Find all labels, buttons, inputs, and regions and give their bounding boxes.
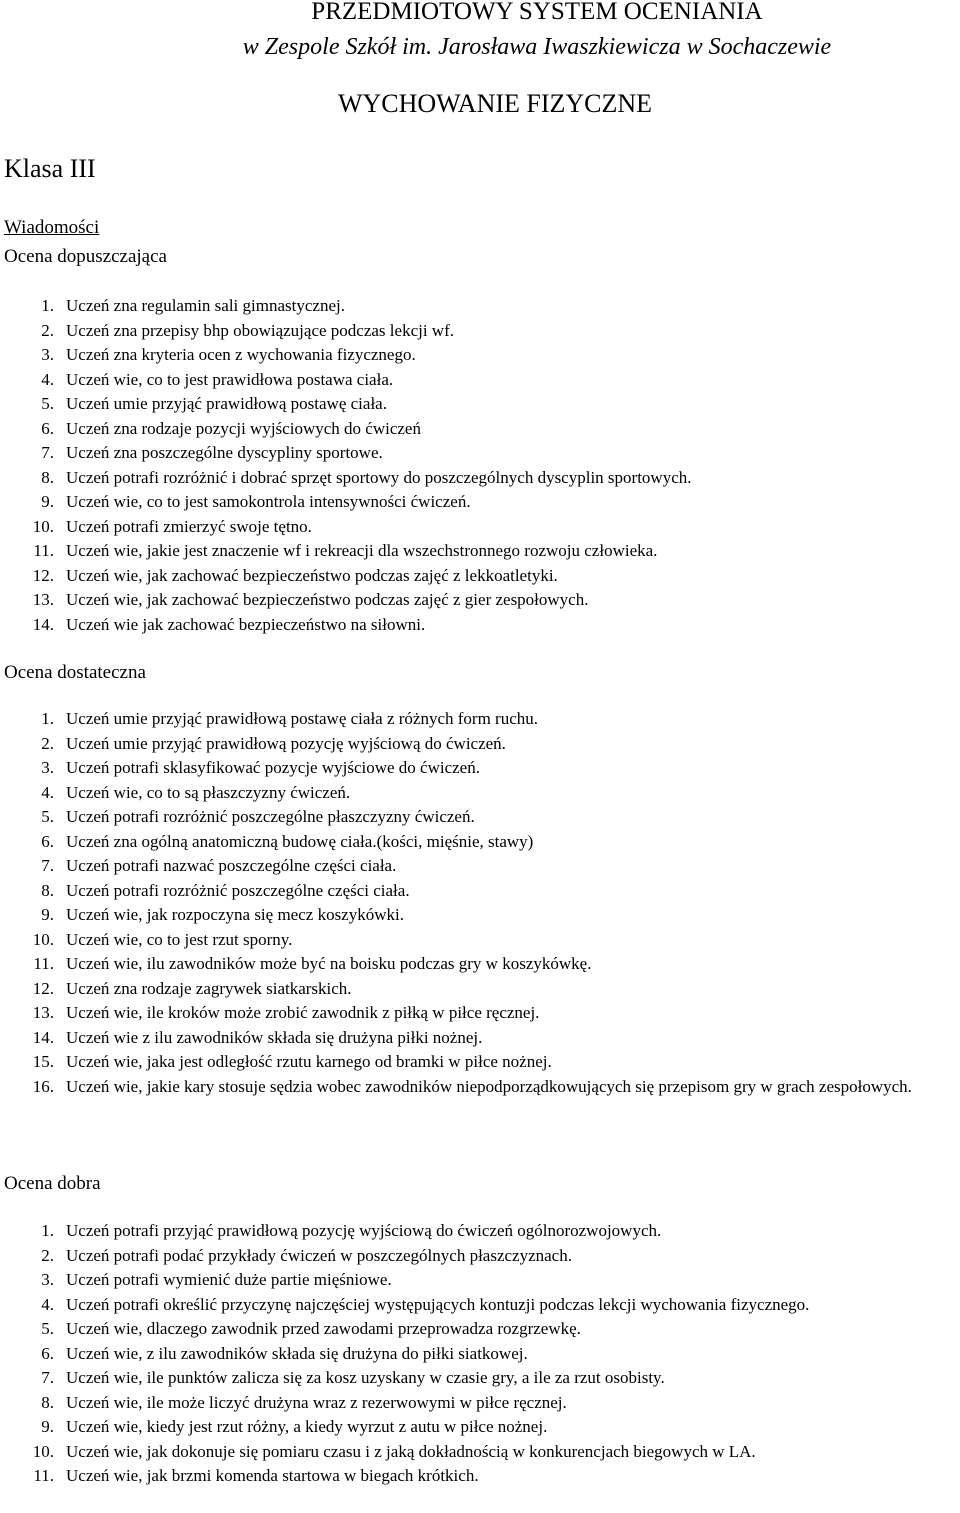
list-item-number: 13. bbox=[32, 590, 54, 609]
list-item-text: Uczeń potrafi podać przykłady ćwiczeń w poszczególnych płaszczyznach. bbox=[66, 1245, 572, 1265]
list-item-number: 11. bbox=[33, 541, 54, 560]
list-item-number: 8. bbox=[41, 467, 54, 487]
section-heading-dobra: Ocena dobra bbox=[4, 1173, 101, 1194]
list-item-number: 3. bbox=[41, 758, 54, 777]
criteria-list-dopuszczajaca bbox=[0, 294, 960, 637]
list-item-number: 7. bbox=[41, 856, 54, 875]
category-label: Wiadomości bbox=[4, 217, 100, 238]
list-item bbox=[0, 1026, 960, 1051]
list-item-text: Uczeń umie przyjąć prawidłową postawę ciała. bbox=[66, 394, 387, 413]
list-item-number: 9. bbox=[41, 1417, 54, 1436]
subject-title: WYCHOWANIE FIZYCZNE bbox=[337, 89, 653, 118]
list-item-text: Uczeń wie, jak dokonuje się pomiaru czasu i z jaką dokładnością w konkurencjach biegowych w LA. bbox=[66, 1441, 756, 1461]
list-item-number: 10. bbox=[32, 929, 54, 949]
list-item bbox=[0, 707, 960, 732]
list-item-number: 1. bbox=[41, 1221, 54, 1240]
list-item-number: 4. bbox=[41, 1294, 54, 1314]
list-item bbox=[0, 417, 960, 442]
list-item-text: Uczeń wie, co to jest rzut sporny. bbox=[66, 929, 293, 949]
list-item-text: Uczeń wie z ilu zawodników składa się drużyna piłki nożnej. bbox=[66, 1027, 483, 1047]
list-item-number: 6. bbox=[41, 418, 54, 438]
list-item bbox=[0, 1366, 960, 1391]
section-heading-dostateczna: Ocena dostateczna bbox=[4, 662, 146, 683]
list-item-number: 5. bbox=[41, 394, 54, 413]
list-item-text: Uczeń wie, co to jest samokontrola intensywności ćwiczeń. bbox=[66, 492, 471, 511]
list-item bbox=[0, 319, 960, 344]
list-item-text: Uczeń wie, jakie kary stosuje sędzia wobec zawodników niepodporządkowujących się przepisom gry w grach zespołowych. bbox=[66, 1076, 912, 1096]
list-item-text: Uczeń wie, ile może liczyć drużyna wraz z rezerwowymi w piłce ręcznej. bbox=[66, 1392, 567, 1412]
list-item-text: Uczeń potrafi sklasyfikować pozycje wyjściowe do ćwiczeń. bbox=[66, 758, 480, 777]
list-item bbox=[0, 952, 960, 977]
list-item-text: Uczeń umie przyjąć prawidłową postawę ciała z różnych form ruchu. bbox=[66, 709, 539, 728]
list-item-text: Uczeń potrafi przyjąć prawidłową pozycję wyjściową do ćwiczeń ogólnorozwojowych. bbox=[66, 1221, 662, 1240]
list-item-number: 2. bbox=[41, 733, 54, 753]
list-item-text: Uczeń wie, co to są płaszczyzny ćwiczeń. bbox=[66, 782, 351, 802]
list-item-text: Uczeń zna przepisy bhp obowiązujące podczas lekcji wf. bbox=[66, 320, 454, 340]
list-item bbox=[0, 392, 960, 417]
list-item-number: 1. bbox=[41, 296, 54, 315]
criteria-list-dostateczna bbox=[0, 707, 960, 1099]
list-item bbox=[0, 613, 960, 638]
list-item bbox=[0, 756, 960, 781]
list-item-number: 15. bbox=[32, 1052, 54, 1071]
list-item-number: 2. bbox=[41, 1245, 54, 1265]
list-item-number: 13. bbox=[32, 1003, 54, 1022]
list-item-text: Uczeń wie, ile kroków może zrobić zawodnik z piłką w piłce ręcznej. bbox=[66, 1003, 540, 1022]
list-item bbox=[0, 1464, 960, 1489]
document-title: PRZEDMIOTOWY SYSTEM OCENIANIA bbox=[311, 0, 763, 25]
list-item bbox=[0, 343, 960, 368]
list-item bbox=[0, 928, 960, 953]
list-item-text: Uczeń wie, kiedy jest rzut różny, a kiedy wyrzut z autu w piłce nożnej. bbox=[66, 1417, 548, 1436]
list-item bbox=[0, 1317, 960, 1342]
list-item bbox=[0, 466, 960, 491]
list-item-number: 8. bbox=[41, 880, 54, 900]
list-item-text: Uczeń wie, ile punktów zalicza się za kosz uzyskany w czasie gry, a ile za rzut osobisty. bbox=[66, 1368, 665, 1387]
list-item-text: Uczeń wie, jak zachować bezpieczeństwo podczas zajęć z lekkoatletyki. bbox=[66, 565, 558, 585]
list-item-number: 4. bbox=[41, 369, 54, 389]
list-item-text: Uczeń potrafi określić przyczynę najczęściej występujących kontuzji podczas lekcji wychowania fizycznego. bbox=[66, 1294, 810, 1314]
list-item bbox=[0, 1075, 960, 1100]
list-item-number: 14. bbox=[32, 1027, 54, 1047]
list-item-text: Uczeń potrafi rozróżnić poszczególne części ciała. bbox=[66, 880, 410, 900]
list-item bbox=[0, 1293, 960, 1318]
list-item bbox=[0, 1268, 960, 1293]
list-item-number: 3. bbox=[41, 345, 54, 364]
list-item-text: Uczeń wie, dlaczego zawodnik przed zawodami przeprowadza rozgrzewkę. bbox=[66, 1319, 581, 1338]
list-item bbox=[0, 1391, 960, 1416]
list-item-text: Uczeń zna kryteria ocen z wychowania fizycznego. bbox=[66, 345, 416, 364]
list-item-number: 14. bbox=[32, 614, 54, 634]
list-item-number: 6. bbox=[41, 831, 54, 851]
list-item bbox=[0, 441, 960, 466]
list-item-text: Uczeń potrafi wymienić duże partie mięśniowe. bbox=[66, 1270, 392, 1289]
school-name: w Zespole Szkół im. Jarosława Iwaszkiewicza w Sochaczewie bbox=[242, 34, 832, 60]
list-item bbox=[0, 1050, 960, 1075]
list-item-number: 3. bbox=[41, 1270, 54, 1289]
list-item-number: 7. bbox=[41, 443, 54, 462]
list-item-text: Uczeń wie, co to jest prawidłowa postawa ciała. bbox=[66, 369, 394, 389]
list-item-number: 2. bbox=[41, 320, 54, 340]
list-item-number: 5. bbox=[41, 807, 54, 826]
list-item bbox=[0, 732, 960, 757]
criteria-list-dobra bbox=[0, 1219, 960, 1489]
list-item bbox=[0, 854, 960, 879]
list-item bbox=[0, 781, 960, 806]
list-item-text: Uczeń potrafi rozróżnić poszczególne płaszczyzny ćwiczeń. bbox=[66, 807, 475, 826]
list-item-text: Uczeń wie, z ilu zawodników składa się drużyna do piłki siatkowej. bbox=[66, 1343, 528, 1363]
list-item-text: Uczeń wie, jakie jest znaczenie wf i rekreacji dla wszechstronnego rozwoju człowieka. bbox=[66, 541, 658, 560]
list-item-text: Uczeń potrafi zmierzyć swoje tętno. bbox=[66, 516, 312, 536]
list-item bbox=[0, 539, 960, 564]
list-item-text: Uczeń wie jak zachować bezpieczeństwo na siłowni. bbox=[66, 614, 426, 634]
list-item bbox=[0, 588, 960, 613]
list-item bbox=[0, 1342, 960, 1367]
list-item-text: Uczeń zna rodzaje zagrywek siatkarskich. bbox=[66, 978, 352, 998]
list-item-number: 11. bbox=[33, 1466, 54, 1485]
list-item-text: Uczeń potrafi nazwać poszczególne części ciała. bbox=[66, 856, 397, 875]
list-item bbox=[0, 977, 960, 1002]
list-item bbox=[0, 1440, 960, 1465]
list-item bbox=[0, 1001, 960, 1026]
list-item bbox=[0, 564, 960, 589]
list-item-number: 6. bbox=[41, 1343, 54, 1363]
list-item-number: 7. bbox=[41, 1368, 54, 1387]
list-item-text: Uczeń wie, jak rozpoczyna się mecz koszykówki. bbox=[66, 905, 404, 924]
list-item-text: Uczeń zna ogólną anatomiczną budowę ciała.(kości, mięśnie, stawy) bbox=[66, 831, 534, 851]
list-item-number: 4. bbox=[41, 782, 54, 802]
list-item bbox=[0, 805, 960, 830]
list-item-number: 12. bbox=[32, 565, 54, 585]
list-item-text: Uczeń wie, ilu zawodników może być na boisku podczas gry w koszykówkę. bbox=[66, 954, 592, 973]
list-item-text: Uczeń wie, jak brzmi komenda startowa w biegach krótkich. bbox=[66, 1466, 479, 1485]
list-item bbox=[0, 1415, 960, 1440]
list-item bbox=[0, 368, 960, 393]
list-item-number: 8. bbox=[41, 1392, 54, 1412]
list-item-text: Uczeń zna regulamin sali gimnastycznej. bbox=[66, 296, 345, 315]
list-item bbox=[0, 1244, 960, 1269]
list-item-number: 11. bbox=[33, 954, 54, 973]
list-item-text: Uczeń wie, jaka jest odległość rzutu karnego od bramki w piłce nożnej. bbox=[66, 1052, 552, 1071]
list-item-number: 9. bbox=[41, 492, 54, 511]
list-item-number: 5. bbox=[41, 1319, 54, 1338]
list-item bbox=[0, 490, 960, 515]
list-item-text: Uczeń umie przyjąć prawidłową pozycję wyjściową do ćwiczeń. bbox=[66, 733, 506, 753]
list-item-text: Uczeń wie, jak zachować bezpieczeństwo podczas zajęć z gier zespołowych. bbox=[66, 590, 589, 609]
list-item-number: 10. bbox=[32, 1441, 54, 1461]
list-item-number: 1. bbox=[41, 709, 54, 728]
list-item-number: 12. bbox=[32, 978, 54, 998]
list-item-text: Uczeń potrafi rozróżnić i dobrać sprzęt sportowy do poszczególnych dyscyplin sportowych. bbox=[66, 467, 692, 487]
list-item-number: 10. bbox=[32, 516, 54, 536]
section-heading-dopuszczajaca: Ocena dopuszczająca bbox=[4, 246, 167, 267]
list-item bbox=[0, 903, 960, 928]
list-item bbox=[0, 879, 960, 904]
list-item-number: 9. bbox=[41, 905, 54, 924]
list-item bbox=[0, 515, 960, 540]
class-label: Klasa III bbox=[4, 154, 96, 183]
list-item bbox=[0, 294, 960, 319]
list-item-text: Uczeń zna rodzaje pozycji wyjściowych do ćwiczeń bbox=[66, 418, 421, 438]
list-item bbox=[0, 1219, 960, 1244]
list-item-number: 16. bbox=[32, 1076, 54, 1096]
list-item bbox=[0, 830, 960, 855]
list-item-text: Uczeń zna poszczególne dyscypliny sportowe. bbox=[66, 443, 383, 462]
